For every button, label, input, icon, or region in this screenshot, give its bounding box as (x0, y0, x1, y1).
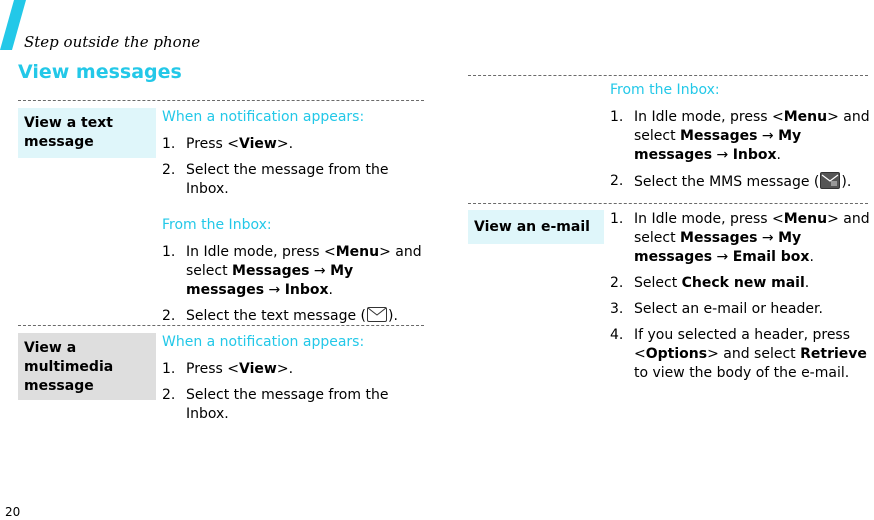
list-item: 2. Select the MMS message ( ). (610, 173, 852, 190)
inbox-steps (610, 108, 872, 192)
chapter-title: Step outside the phone (24, 33, 201, 51)
inbox-subhead: From the Inbox: (162, 217, 272, 233)
list-item: 2. Select Check new mail. (610, 275, 810, 291)
list-item: 1. Press <View>. (162, 361, 294, 377)
mms-message-icon (820, 172, 840, 189)
list-item: 1. In Idle mode, press <Menu> and select Messages → My messages → Inbox. (162, 244, 422, 298)
page-title: View messages (18, 61, 182, 83)
section-divider (18, 100, 424, 101)
list-item: 3. Select an e-mail or header. (610, 301, 823, 317)
notification-steps (162, 135, 432, 199)
corner-accent-bar (0, 0, 26, 50)
inbox-subhead: From the Inbox: (610, 82, 720, 98)
notification-steps (162, 360, 432, 424)
notification-subhead: When a notification appears: (162, 109, 365, 125)
section-label-text-message: View a text message (18, 108, 156, 158)
inbox-steps (162, 243, 432, 326)
page-number: 20 (5, 505, 21, 519)
list-item: 2. Select the message from the Inbox. (162, 387, 389, 422)
email-steps (610, 210, 872, 383)
list-item: 2. Select the text message ( ). (162, 308, 398, 324)
notification-subhead: When a notification appears: (162, 334, 365, 350)
list-item: 1. In Idle mode, press <Menu> and select Messages → My messages → Email box. (610, 211, 870, 265)
section-divider (468, 75, 868, 76)
email-instructions (610, 210, 872, 390)
list-item: 4. If you selected a header, press <Options> and select Retrieve to view the body of the e-mail. (610, 327, 867, 381)
section-divider (468, 203, 868, 204)
mms-inbox-instructions (610, 81, 872, 199)
list-item: 1. Press <View>. (162, 136, 294, 152)
text-message-instructions (162, 108, 432, 333)
section-label-multimedia-message: View a multimedia message (18, 333, 156, 400)
envelope-icon (367, 307, 387, 322)
list-item: 1. In Idle mode, press <Menu> and select Messages → My messages → Inbox. (610, 109, 870, 163)
mms-notification-instructions (162, 333, 432, 431)
section-divider (18, 325, 424, 326)
list-item: 2. Select the message from the Inbox. (162, 162, 389, 197)
section-label-email: View an e-mail (468, 210, 604, 244)
